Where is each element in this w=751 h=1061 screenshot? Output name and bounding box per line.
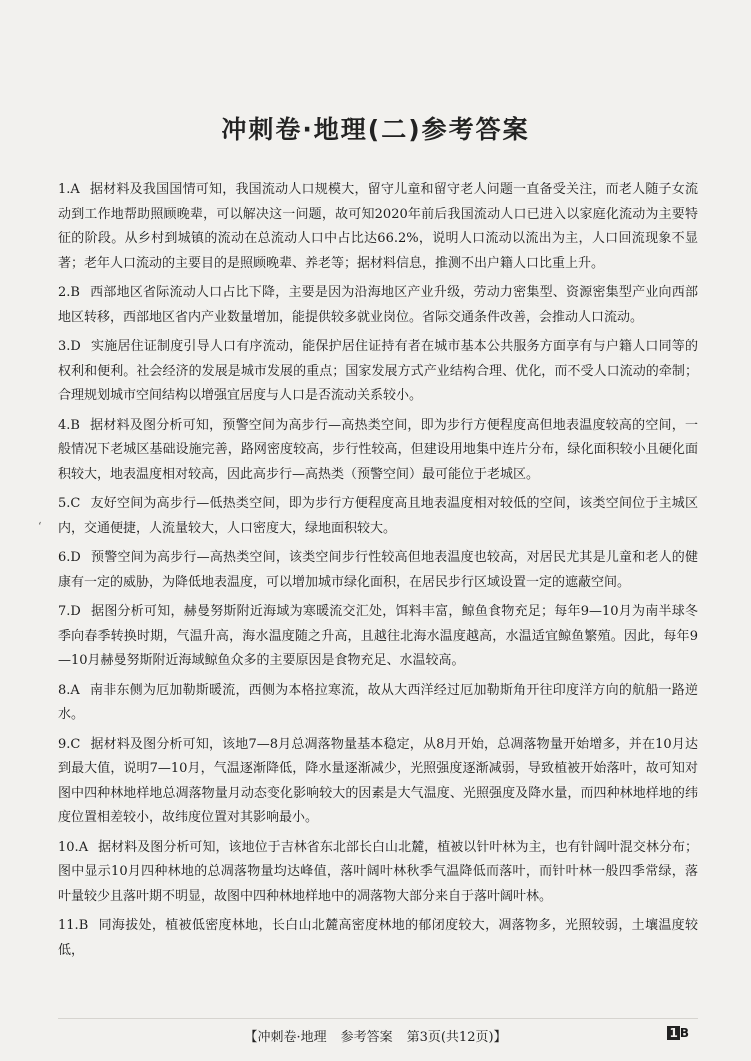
- answer-number: 5.: [58, 496, 71, 511]
- answer-explanation: 据材料及图分析可知，该地7—8月总凋落物量基本稳定，从8月开始，总凋落物量开始增多，并在10月达到最大值，说明7—10月，气温逐渐降低，降水量逐渐减少，光照强度逐渐减弱，导致植被开始落叶，故可知对图中四种林地样地总凋落物量月动态变化影响较大的因素是大气温度、光照强度及降水量，而四种林地样地的纬度位置相差较小，故纬度位置对其影响最小。: [58, 736, 698, 825]
- footer-left-bracket: 【: [244, 1030, 258, 1045]
- answer-choice: C: [70, 736, 81, 752]
- answer-explanation: 据材料及图分析可知，预警空间为高步行—高热类空间，即为步行方便程度高但地表温度较高的空间，一般情况下老城区基础设施完善，路网密度较高，步行性较高，但建设用地集中连片分布，绿化面积较小且硬化面积较大，地表温度相对较高，因此高步行—高热类（预警空间）最可能位于老城区。: [58, 417, 698, 482]
- answer-number: 4.: [58, 417, 71, 433]
- answer-number: 3.: [58, 339, 71, 354]
- answer-number: 8.: [58, 682, 71, 698]
- page-code-box: 1: [669, 1026, 678, 1040]
- answer-item: [58, 414, 698, 488]
- answer-explanation: 同海拔处，植被低密度林地，长白山北麓高密度林地的郁闭度较大，凋落物多，光照较弱，土壤温度较低，: [58, 918, 698, 958]
- answer-choice: D: [70, 550, 81, 565]
- answer-item: [58, 492, 698, 541]
- answer-choice: B: [70, 417, 80, 433]
- page-code: [667, 1026, 689, 1040]
- page-title: 冲刺卷·地理(二)参考答案: [221, 115, 530, 144]
- answer-explanation: 据材料及我国国情可知，我国流动人口规模大，留守儿童和留守老人问题一直备受关注，而老人随子女流动到工作地帮助照顾晚辈，可以解决这一问题，故可知2020年前后我国流动人口已进入以家庭化流动为主要特征的阶段。从乡村到城镇的流动在总流动人口中占比达66.2%，说明人口流动以流出为主，人口回流现象不显著；老年人口流动的主要目的是照顾晚辈、养老等；据材料信息，推测不出户籍人口比重上升。: [58, 182, 698, 271]
- answer-number: 7.: [58, 604, 71, 619]
- answer-item: [58, 733, 698, 831]
- page-code-letter: B: [679, 1026, 689, 1040]
- answer-choice: A: [70, 682, 80, 698]
- answer-explanation: 据图分析可知，赫曼努斯附近海域为寒暖流交汇处，饵料丰富，鲸鱼食物充足；每年9—10月为南半球冬季向春季转换时期，气温升高，海水温度随之升高，且越往北海水温度越高，水温适宜鲸鱼繁殖。因此，每年9—10月赫曼努斯附近海域鲸鱼众多的主要原因是食物充足、水温较高。: [58, 604, 698, 668]
- answer-item: [58, 914, 698, 958]
- answer-explanation: 西部地区省际流动人口占比下降，主要是因为沿海地区产业升级，劳动力密集型、资源密集型产业向西部地区转移，西部地区省内产业数量增加，能提供较多就业岗位。省际交通条件改善，会推动人口流动。: [58, 285, 698, 325]
- page-footer: [0, 1026, 751, 1045]
- margin-mark: ‘: [38, 520, 42, 533]
- answer-number: 2.: [58, 285, 71, 300]
- answer-explanation: 友好空间为高步行—低热类空间，即为步行方便程度高且地表温度相对较低的空间，该类空间位于主城区内，交通便捷，人流量较大，人口密度大，绿地面积较大。: [58, 496, 698, 536]
- footer-page-number: 第3页(共12页): [406, 1030, 494, 1045]
- answer-choice: B: [70, 285, 80, 300]
- answer-explanation: 据材料及图分析可知，该地位于吉林省东北部长白山北麓，植被以针叶林为主，也有针阔叶混交林分布；图中显示10月四种林地的总凋落物量均达峰值，落叶阔叶林秋季气温降低而落叶，而针叶林一般四季常绿，落叶量较少且落叶期不明显，故图中四种林地样地中的凋落物大部分来自于落叶阔叶林。: [58, 839, 698, 904]
- answer-explanation: 南非东侧为厄加勒斯暖流，西侧为本格拉寒流，故从大西洋经过厄加勒斯角开往印度洋方向的航船一路逆水。: [58, 682, 698, 722]
- answer-number: 10.: [58, 839, 79, 855]
- answer-number: 6.: [58, 550, 71, 565]
- answer-choice: A: [70, 182, 80, 197]
- answer-list: [58, 178, 698, 958]
- footer-label: 参考答案: [340, 1030, 393, 1045]
- answer-item: [58, 335, 698, 409]
- answer-explanation: 实施居住证制度引导人口有序流动，能保护居住证持有者在城市基本公共服务方面享有与户籍人口同等的权利和便利。社会经济的发展是城市发展的重点；国家发展方式产业结构合理、优化，而不受人口流动的牵制；合理规划城市空间结构以增强宜居度与人口是否流动关系较小。: [58, 339, 698, 403]
- answer-choice: D: [70, 604, 81, 619]
- answer-choice: D: [70, 339, 81, 354]
- answer-explanation: 预警空间为高步行—高热类空间，该类空间步行性较高但地表温度也较高，对居民尤其是儿童和老人的健康有一定的威胁，为降低地表温度，可以增加城市绿化面积，在居民步行区域设置一定的遮蔽空间。: [58, 550, 698, 590]
- footer-book: 冲刺卷·地理: [257, 1030, 327, 1045]
- answer-item: [58, 600, 698, 674]
- answer-number: 11.: [58, 918, 79, 933]
- answer-choice: B: [78, 918, 89, 933]
- footer-divider: [58, 1018, 698, 1019]
- answer-item: [58, 178, 698, 276]
- answer-item: [58, 281, 698, 330]
- answer-item: [58, 679, 698, 728]
- answer-item: [58, 836, 698, 910]
- answer-number: 9.: [58, 736, 71, 752]
- answer-number: 1.: [58, 182, 71, 197]
- answer-choice: A: [78, 839, 89, 855]
- footer-right-bracket: 】: [493, 1030, 507, 1045]
- answer-choice: C: [70, 496, 81, 511]
- answer-item: [58, 546, 698, 595]
